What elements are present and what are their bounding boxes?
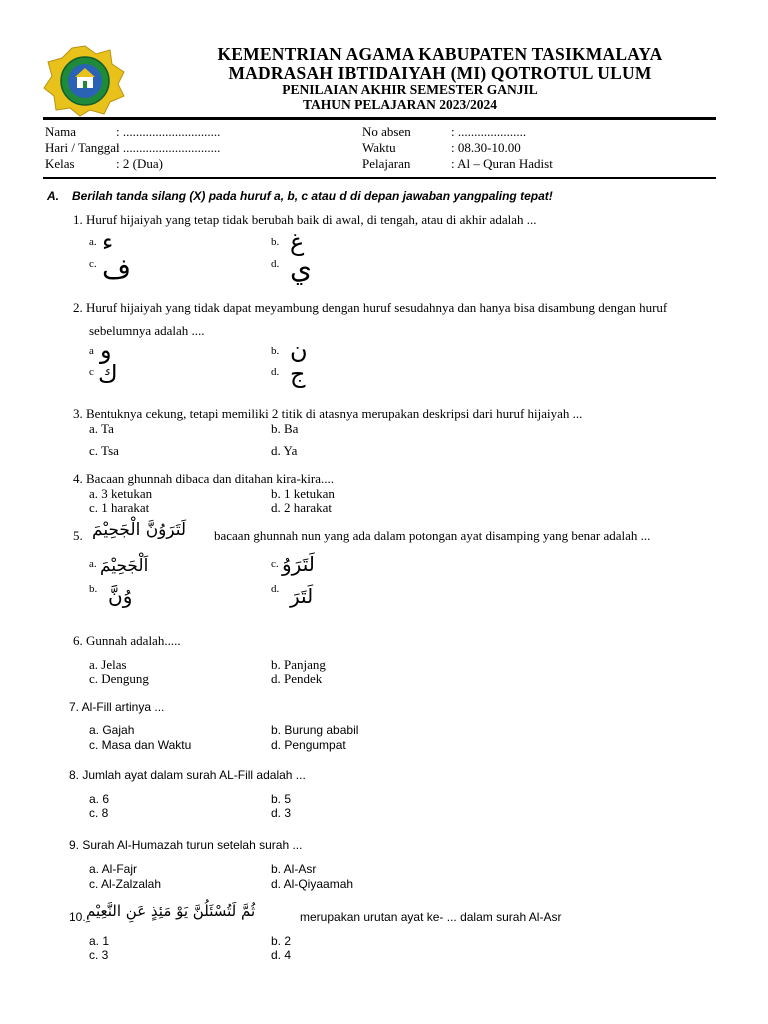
q9-option-a: a. Al-Fajr xyxy=(89,862,138,876)
q6-option-a: a. Jelas xyxy=(89,657,127,672)
q9-option-d: d. Al-Qiyaamah xyxy=(271,877,354,891)
q1-option-d: ي xyxy=(290,252,312,285)
question-6: 6. Gunnah adalah..... xyxy=(73,633,181,648)
nama-field[interactable]: : .............................. xyxy=(116,124,221,139)
q6-option-b: b. Panjang xyxy=(271,657,326,672)
q8-option-c: c. 8 xyxy=(89,806,109,820)
question-7: 7. Al-Fill artinya ... xyxy=(69,700,165,714)
q10-option-a: a. 1 xyxy=(89,934,110,948)
waktu-label: Waktu xyxy=(362,140,396,155)
q5-option-a: اَلْجَحِيْمَ xyxy=(100,556,149,576)
q8-option-d: d. 3 xyxy=(271,806,292,820)
hari-label: Hari / Tanggal xyxy=(45,140,120,155)
absen-label: No absen xyxy=(362,124,411,139)
kelas-label: Kelas xyxy=(45,156,75,171)
q7-option-c: c. Masa dan Waktu xyxy=(89,738,192,752)
q2-option-a: و xyxy=(100,336,112,364)
kelas-value: : 2 (Dua) xyxy=(116,156,163,171)
q8-option-a: a. 6 xyxy=(89,792,110,806)
info-divider xyxy=(43,177,716,179)
q2-option-a-label: a xyxy=(89,345,94,357)
question-2: 2. Huruf hijaiyah yang tidak dapat meyambung dengan huruf sesudahnya dan hanya bisa disambung dengan huruf xyxy=(73,300,668,315)
q3-option-b: b. Ba xyxy=(271,421,299,436)
q7-option-d: d. Pengumpat xyxy=(271,738,346,752)
q2-option-c-label: c xyxy=(89,366,94,378)
q5-option-d: لَتَرَ xyxy=(290,584,314,608)
academic-year: TAHUN PELAJARAN 2023/2024 xyxy=(302,97,497,112)
q3-option-a: a. Ta xyxy=(89,421,114,436)
q2-option-b: ن xyxy=(290,336,308,364)
hari-field[interactable]: : .............................. xyxy=(116,140,221,155)
nama-label: Nama xyxy=(45,124,77,139)
school-name: MADRASAH IBTIDAIYAH (MI) QOTROTUL ULUM xyxy=(228,63,652,83)
q4-option-a: a. 3 ketukan xyxy=(89,486,153,501)
q5-option-c-label: c. xyxy=(271,558,279,570)
question-10: merupakan urutan ayat ke- ... dalam surah Al-Asr xyxy=(300,910,562,924)
q9-option-c: c. Al-Zalzalah xyxy=(89,877,162,891)
q5-ayat: لَتَرَوُنَّ الْجَحِيْمَ xyxy=(92,520,187,540)
q10-option-c: c. 3 xyxy=(89,948,109,962)
q2-option-d: ج xyxy=(290,360,306,388)
q10-option-b: b. 2 xyxy=(271,934,292,948)
q7-option-b: b. Burung ababil xyxy=(271,723,359,737)
q10-ayat: ثُمَّ لَتُسْئَلُنَّ يَوْ مَئِذٍ عَنِ النَّعِيْمِ xyxy=(86,902,256,920)
q1-option-c-label: c. xyxy=(89,258,97,270)
q1-option-b-label: b. xyxy=(271,236,280,248)
q1-option-d-label: d. xyxy=(271,258,280,270)
q9-option-b: b. Al-Asr xyxy=(271,862,317,876)
question-10-number: 10. xyxy=(69,910,86,924)
q5-option-b: وُنَّ xyxy=(108,584,133,608)
q8-option-b: b. 5 xyxy=(271,792,292,806)
question-4: 4. Bacaan ghunnah dibaca dan ditahan kira-kira.... xyxy=(73,471,334,486)
q1-option-c: ف xyxy=(102,252,132,285)
section-letter: A. xyxy=(47,189,59,203)
q5-option-b-label: b. xyxy=(89,583,98,595)
q3-option-d: d. Ya xyxy=(271,443,298,458)
pelajaran-label: Pelajaran xyxy=(362,156,411,171)
q4-option-c: c. 1 harakat xyxy=(89,500,150,515)
q2-option-b-label: b. xyxy=(271,345,280,357)
q1-option-b: غ xyxy=(290,228,305,256)
absen-field[interactable]: : ..................... xyxy=(451,124,527,139)
q6-option-c: c. Dengung xyxy=(89,671,149,686)
header-divider xyxy=(43,117,716,120)
question-2-cont: sebelumnya adalah .... xyxy=(89,323,205,338)
ministry-title: KEMENTRIAN AGAMA KABUPATEN TASIKMALAYA xyxy=(217,44,663,64)
q6-option-d: d. Pendek xyxy=(271,671,323,686)
q4-option-d: d. 2 harakat xyxy=(271,500,333,515)
exam-title: PENILAIAN AKHIR SEMESTER GANJIL xyxy=(282,82,538,97)
waktu-value: : 08.30-10.00 xyxy=(451,140,521,155)
q1-option-a-label: a. xyxy=(89,236,97,248)
q4-option-b: b. 1 ketukan xyxy=(271,486,335,501)
q7-option-a: a. Gajah xyxy=(89,723,135,737)
question-5-number: 5. xyxy=(73,528,83,543)
section-instruction: Berilah tanda silang (X) pada huruf a, b, c atau d di depan jawaban yangpaling tepat! xyxy=(72,189,553,203)
question-5: bacaan ghunnah nun yang ada dalam potongan ayat disamping yang benar adalah ... xyxy=(214,528,651,543)
question-8: 8. Jumlah ayat dalam surah AL-Fill adalah ... xyxy=(69,768,306,782)
pelajaran-value: : Al – Quran Hadist xyxy=(451,156,553,171)
question-1: 1. Huruf hijaiyah yang tetap tidak berubah baik di awal, di tengah, atau di akhir adalah ... xyxy=(73,212,537,227)
q1-option-a: ء xyxy=(102,228,114,256)
q5-option-d-label: d. xyxy=(271,583,280,595)
q3-option-c: c. Tsa xyxy=(89,443,119,458)
question-3: 3. Bentuknya cekung, tetapi memiliki 2 titik di atasnya merupakan deskripsi dari huruf hijaiyah ... xyxy=(73,406,583,421)
q10-option-d: d. 4 xyxy=(271,948,292,962)
q2-option-c: ك xyxy=(98,360,118,388)
question-9: 9. Surah Al-Humazah turun setelah surah ... xyxy=(69,838,303,852)
q5-option-c: لَتَرَوُ xyxy=(282,552,315,576)
q5-option-a-label: a. xyxy=(89,558,97,570)
q2-option-d-label: d. xyxy=(271,366,280,378)
